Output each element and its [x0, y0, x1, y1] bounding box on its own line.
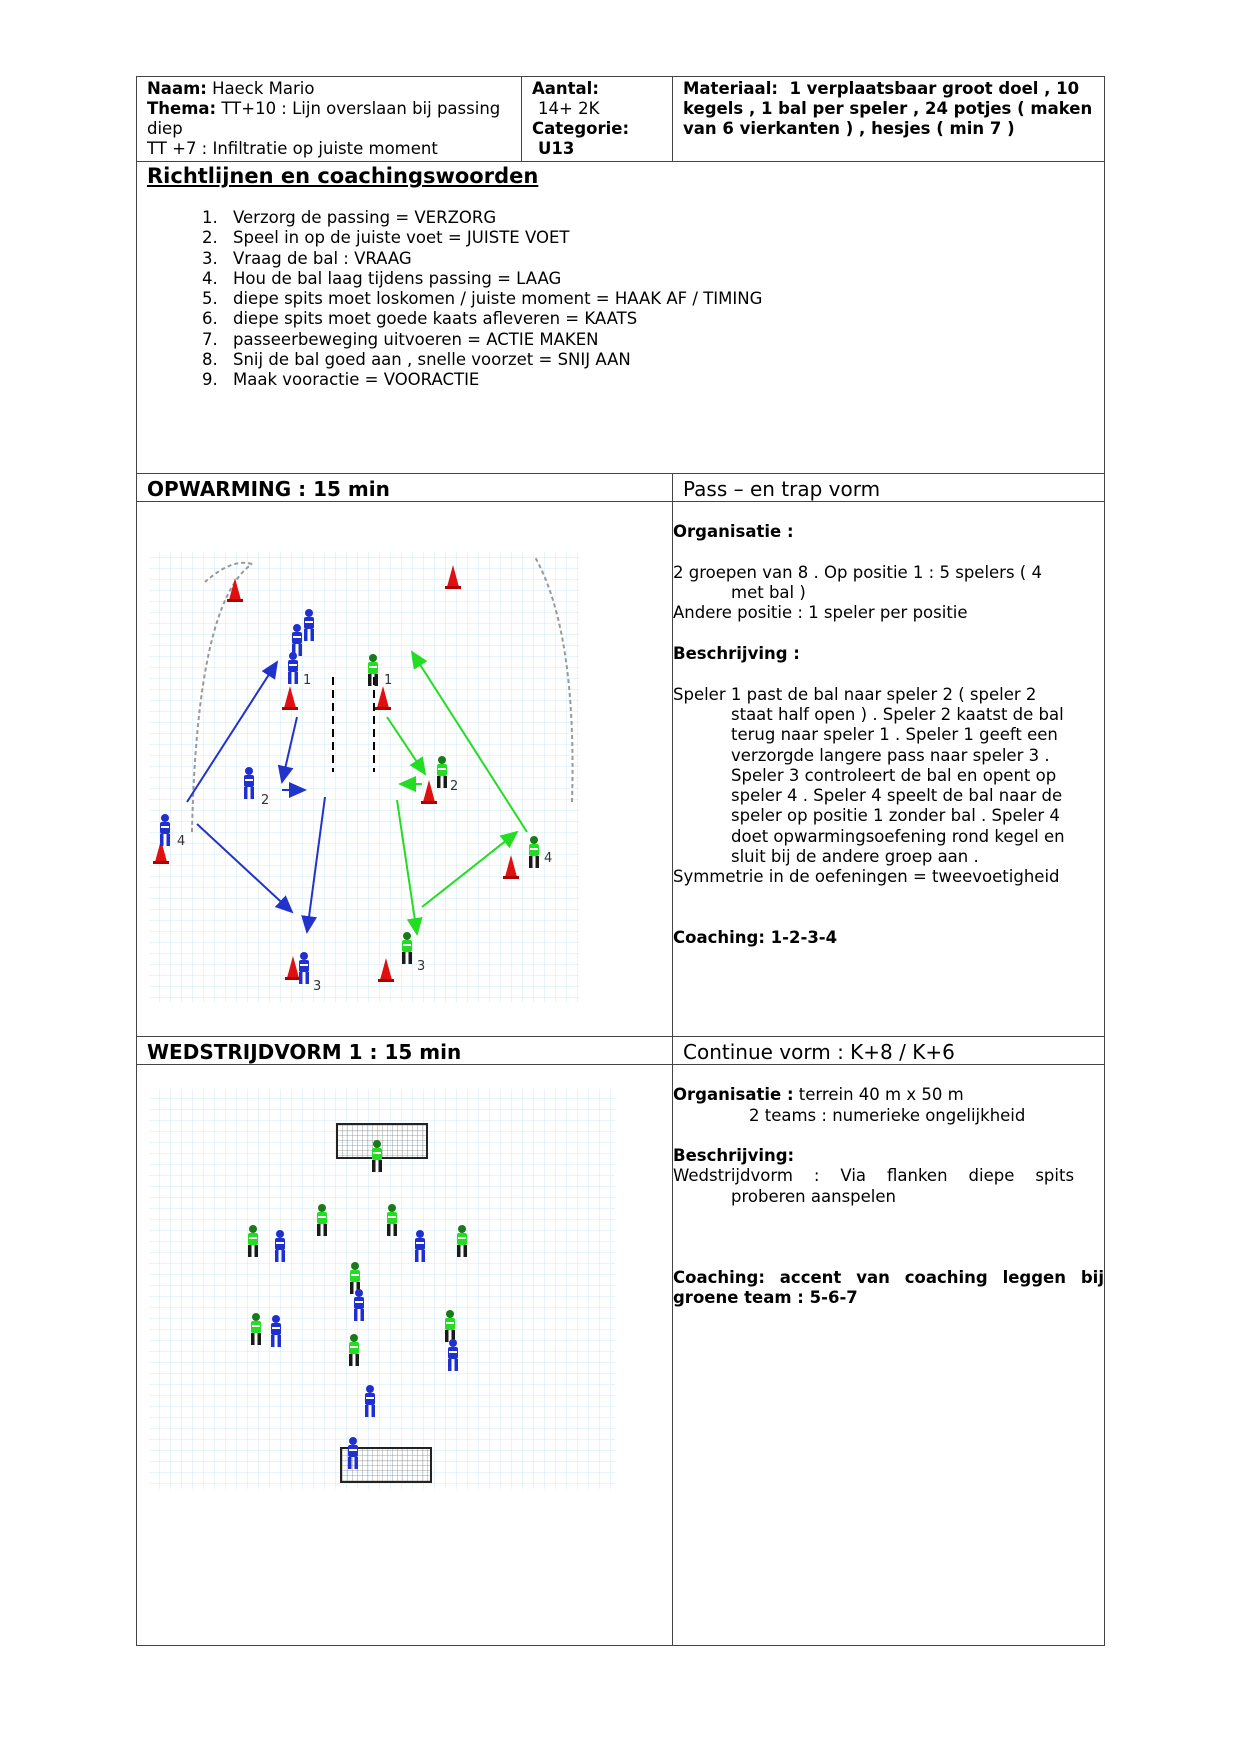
match-text: [673, 1065, 1105, 1646]
session-table: [136, 76, 1105, 1646]
session-sheet: [136, 76, 1104, 1637]
position-number: 4: [177, 834, 186, 849]
match-desc-value1: Wedstrijdvorm : Via flanken diepe spits: [673, 1166, 1075, 1186]
guideline-item: 4. Hou de bal laag tijdens passing = LAAG: [223, 269, 1104, 289]
warmup-org-line1: 2 groepen van 8 . Op positie 1 : 5 spelers ( 4: [673, 562, 1042, 582]
warmup-desc-line: terug naar speler 1 . Speler 1 geeft een: [731, 725, 1058, 745]
position-number: 3: [417, 959, 426, 974]
guidelines-list: [137, 208, 1104, 391]
position-number: 4: [544, 851, 553, 866]
warmup-subtitle: Pass – en trap vorm: [673, 474, 1105, 502]
guideline-item: 1. Verzorg de passing = VERZORG: [223, 208, 1104, 228]
header-material: [673, 77, 1105, 162]
position-number: 2: [450, 779, 459, 794]
warmup-desc-label: Beschrijving :: [673, 644, 800, 664]
guideline-item: 7. passeerbeweging uitvoeren = ACTIE MAKEN: [223, 330, 1104, 350]
match-org-value: terrein 40 m x 50 m: [798, 1085, 964, 1105]
theme-label: Thema:: [147, 99, 217, 118]
warmup-desc-line: staat half open ) . Speler 2 kaatst de bal: [731, 704, 1064, 724]
count-value: 14+ 2K: [538, 99, 600, 118]
match-subtitle: Continue vorm : K+8 / K+6: [673, 1037, 1105, 1065]
match-desc-value2: proberen aanspelen: [731, 1186, 896, 1206]
match-diagram-cell: [137, 1065, 673, 1646]
guidelines-section: [137, 162, 1105, 474]
theme-value-1: TT+10 : Lijn overslaan bij passing diep: [147, 99, 501, 138]
warmup-title: OPWARMING : 15 min: [137, 474, 673, 502]
guideline-item: 3. Vraag de bal : VRAAG: [223, 249, 1104, 269]
position-number: 1: [384, 673, 393, 688]
warmup-org-line2: Andere positie : 1 speler per positie: [673, 603, 968, 623]
warmup-desc-line: speler op positie 1 zonder bal . Speler 4: [731, 806, 1060, 826]
guideline-item: 6. diepe spits moet goede kaats afleveren = KAATS: [223, 309, 1104, 329]
warmup-desc-line: speler 4 . Speler 4 speelt de bal naar de: [731, 786, 1063, 806]
guideline-item: 8. Snij de bal goed aan , snelle voorzet = SNIJ AAN: [223, 350, 1104, 370]
guideline-item: 5. diepe spits moet loskomen / juiste moment = HAAK AF / TIMING: [223, 289, 1104, 309]
guideline-item: 9. Maak vooractie = VOORACTIE: [223, 370, 1104, 390]
warmup-org-line1b: met bal ): [731, 583, 806, 603]
warmup-desc-line: sluit bij de andere groep aan .: [731, 847, 979, 867]
warmup-diagram-cell: [137, 502, 673, 1037]
theme-value-2: TT +7 : Infiltratie op juiste moment: [147, 139, 438, 158]
position-number: 1: [303, 673, 312, 688]
material-label: Materiaal:: [683, 79, 778, 98]
match-org-value2: 2 teams : numerieke ongelijkheid: [749, 1105, 1026, 1125]
grid-field: [149, 552, 579, 1002]
guideline-item: 2. Speel in op de juiste voet = JUISTE VOET: [223, 228, 1104, 248]
name-value: Haeck Mario: [212, 79, 315, 98]
warmup-desc-line: verzorgde langere pass naar speler 3 .: [731, 745, 1050, 765]
warmup-desc-line: Speler 1 past de bal naar speler 2 ( speler 2: [673, 684, 1037, 704]
header-count-category: [522, 77, 673, 162]
match-diagram: [137, 1065, 673, 1645]
warmup-coaching: Coaching: 1-2-3-4: [673, 928, 838, 948]
warmup-text: [673, 502, 1105, 1037]
guidelines-title: Richtlijnen en coachingswoorden: [147, 164, 539, 188]
match-coaching: Coaching: accent van coaching leggen bij groene team : 5-6-7: [673, 1267, 1104, 1308]
name-label: Naam:: [147, 79, 207, 98]
match-desc-label: Beschrijving:: [673, 1146, 795, 1166]
category-label: Categorie:: [532, 119, 630, 138]
warmup-desc-line: doet opwarmingsoefening rond kegel en: [731, 826, 1065, 846]
count-label: Aantal:: [532, 79, 599, 98]
warmup-symmetry: Symmetrie in de oefeningen = tweevoetigheid: [673, 867, 1060, 887]
warmup-diagram: [137, 502, 673, 1036]
match-org-label: Organisatie :: [673, 1085, 794, 1105]
warmup-desc-line: Speler 3 controleert de bal en opent op: [731, 765, 1057, 785]
warmup-org-label: Organisatie :: [673, 522, 794, 542]
header-name-theme: [137, 77, 522, 162]
match-title: WEDSTRIJDVORM 1 : 15 min: [137, 1037, 673, 1065]
category-value: U13: [538, 139, 575, 158]
position-number: 2: [261, 793, 270, 808]
material-value: 1 verplaatsbaar groot doel , 10 kegels , 1 bal per speler , 24 potjes ( maken van 6 vierkanten ) , hesjes ( min 7 ): [683, 79, 1093, 138]
position-number: 3: [313, 979, 322, 994]
